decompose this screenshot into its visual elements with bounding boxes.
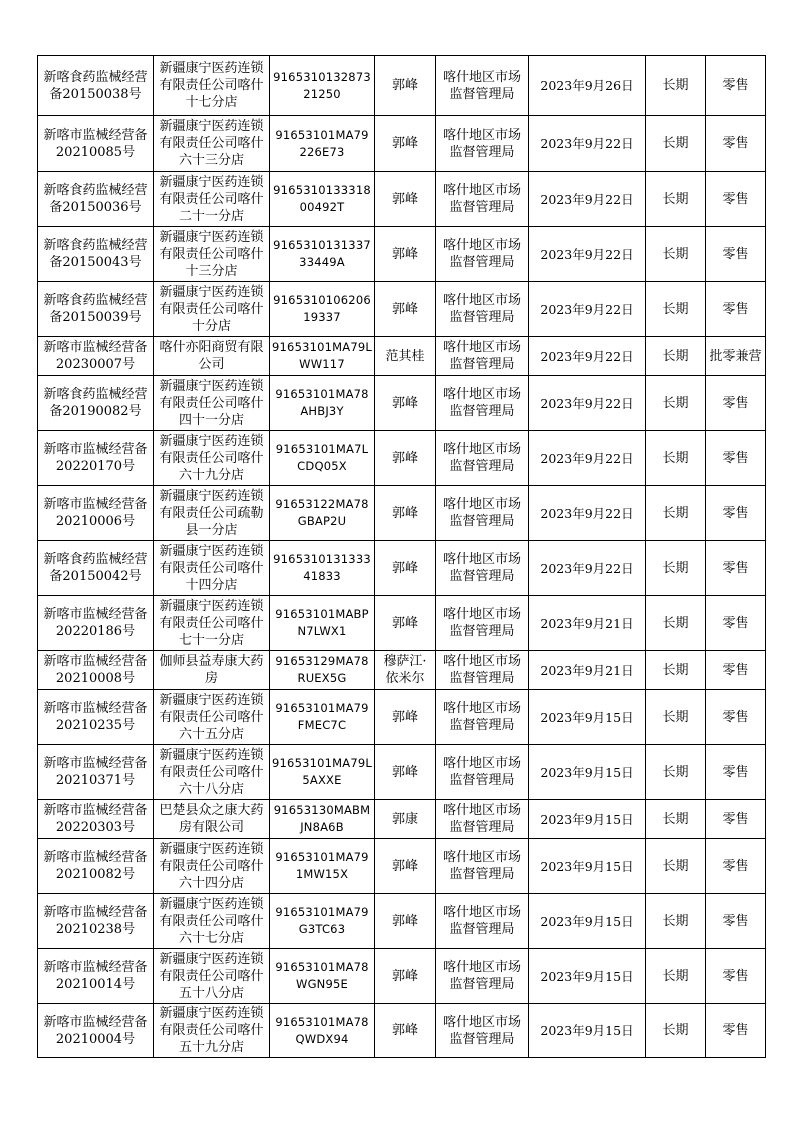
table-row: [38, 486, 766, 541]
company-name-cell: 新疆康宁医药连锁有限责任公司喀什四十一分店: [154, 376, 270, 431]
validity-cell: 长期: [646, 651, 706, 690]
record-number-cell: 新喀市监械经营备20210008号: [38, 651, 154, 690]
table-row: [38, 282, 766, 337]
date-cell: 2023年9月22日: [529, 337, 646, 376]
record-number-cell: 新喀市监械经营备20230007号: [38, 337, 154, 376]
company-name-cell: 新疆康宁医药连锁有限责任公司喀什五十八分店: [154, 949, 270, 1004]
record-number-cell: 新喀食药监械经营备20150039号: [38, 282, 154, 337]
credit-code-cell: 916531010620619337: [270, 282, 375, 337]
company-name-cell: 伽师县益寿康大药房: [154, 651, 270, 690]
record-number-cell: 新喀食药监械经营备20150042号: [38, 541, 154, 596]
company-name-cell: 新疆康宁医药连锁有限责任公司喀什六十五分店: [154, 690, 270, 745]
business-type-cell: 零售: [706, 745, 766, 800]
record-number-cell: 新喀食药监械经营备20190082号: [38, 376, 154, 431]
registration-table: [37, 55, 766, 1058]
date-cell: 2023年9月15日: [529, 839, 646, 894]
table-row: [38, 56, 766, 116]
credit-code-cell: 916531013331800492T: [270, 172, 375, 227]
company-name-cell: 新疆康宁医药连锁有限责任公司喀什十七分店: [154, 56, 270, 116]
business-type-cell: 零售: [706, 894, 766, 949]
validity-cell: 长期: [646, 894, 706, 949]
legal-rep-cell: 郭峰: [375, 376, 436, 431]
business-type-cell: 零售: [706, 651, 766, 690]
table-row: [38, 949, 766, 1004]
company-name-cell: 新疆康宁医药连锁有限责任公司喀什七十一分店: [154, 596, 270, 651]
authority-cell: 喀什地区市场监督管理局: [436, 116, 529, 172]
company-name-cell: 新疆康宁医药连锁有限责任公司喀什十四分店: [154, 541, 270, 596]
authority-cell: 喀什地区市场监督管理局: [436, 376, 529, 431]
validity-cell: 长期: [646, 56, 706, 116]
date-cell: 2023年9月22日: [529, 172, 646, 227]
date-cell: 2023年9月15日: [529, 800, 646, 839]
business-type-cell: 零售: [706, 690, 766, 745]
legal-rep-cell: 郭峰: [375, 894, 436, 949]
company-name-cell: 新疆康宁医药连锁有限责任公司喀什五十九分店: [154, 1004, 270, 1058]
company-name-cell: 新疆康宁医药连锁有限责任公司喀什十三分店: [154, 227, 270, 282]
record-number-cell: 新喀市监械经营备20210082号: [38, 839, 154, 894]
company-name-cell: 新疆康宁医药连锁有限责任公司疏勒县一分店: [154, 486, 270, 541]
authority-cell: 喀什地区市场监督管理局: [436, 1004, 529, 1058]
legal-rep-cell: 郭峰: [375, 839, 436, 894]
legal-rep-cell: 穆萨江·依米尔: [375, 651, 436, 690]
validity-cell: 长期: [646, 541, 706, 596]
credit-code-cell: 91653129MA78RUEX5G: [270, 651, 375, 690]
validity-cell: 长期: [646, 596, 706, 651]
date-cell: 2023年9月26日: [529, 56, 646, 116]
validity-cell: 长期: [646, 172, 706, 227]
date-cell: 2023年9月21日: [529, 651, 646, 690]
validity-cell: 长期: [646, 1004, 706, 1058]
legal-rep-cell: 郭峰: [375, 172, 436, 227]
legal-rep-cell: 郭峰: [375, 227, 436, 282]
validity-cell: 长期: [646, 690, 706, 745]
company-name-cell: 新疆康宁医药连锁有限责任公司喀什二十一分店: [154, 172, 270, 227]
credit-code-cell: 916531013133733449A: [270, 227, 375, 282]
credit-code-cell: 91653101MA791MW15X: [270, 839, 375, 894]
authority-cell: 喀什地区市场监督管理局: [436, 839, 529, 894]
record-number-cell: 新喀市监械经营备20220170号: [38, 431, 154, 486]
business-type-cell: 零售: [706, 800, 766, 839]
record-number-cell: 新喀市监械经营备20220303号: [38, 800, 154, 839]
authority-cell: 喀什地区市场监督管理局: [436, 949, 529, 1004]
record-number-cell: 新喀食药监械经营备20150036号: [38, 172, 154, 227]
record-number-cell: 新喀市监械经营备20210235号: [38, 690, 154, 745]
business-type-cell: 零售: [706, 1004, 766, 1058]
authority-cell: 喀什地区市场监督管理局: [436, 227, 529, 282]
business-type-cell: 零售: [706, 949, 766, 1004]
credit-code-cell: 916531013133341833: [270, 541, 375, 596]
legal-rep-cell: 郭峰: [375, 690, 436, 745]
record-number-cell: 新喀市监械经营备20210014号: [38, 949, 154, 1004]
validity-cell: 长期: [646, 337, 706, 376]
company-name-cell: 新疆康宁医药连锁有限责任公司喀什六十七分店: [154, 894, 270, 949]
legal-rep-cell: 郭峰: [375, 745, 436, 800]
credit-code-cell: 91653101MA78QWDX94: [270, 1004, 375, 1058]
legal-rep-cell: 郭峰: [375, 116, 436, 172]
date-cell: 2023年9月22日: [529, 282, 646, 337]
validity-cell: 长期: [646, 800, 706, 839]
date-cell: 2023年9月15日: [529, 690, 646, 745]
table-row: [38, 172, 766, 227]
authority-cell: 喀什地区市场监督管理局: [436, 651, 529, 690]
company-name-cell: 巴楚县众之康大药房有限公司: [154, 800, 270, 839]
table-row: [38, 745, 766, 800]
business-type-cell: 零售: [706, 172, 766, 227]
date-cell: 2023年9月22日: [529, 486, 646, 541]
validity-cell: 长期: [646, 839, 706, 894]
date-cell: 2023年9月22日: [529, 541, 646, 596]
company-name-cell: 新疆康宁医药连锁有限责任公司喀什六十四分店: [154, 839, 270, 894]
legal-rep-cell: 郭峰: [375, 1004, 436, 1058]
legal-rep-cell: 郭峰: [375, 431, 436, 486]
company-name-cell: 新疆康宁医药连锁有限责任公司喀什六十三分店: [154, 116, 270, 172]
credit-code-cell: 91653101MA7LCDQ05X: [270, 431, 375, 486]
validity-cell: 长期: [646, 116, 706, 172]
business-type-cell: 零售: [706, 376, 766, 431]
record-number-cell: 新喀市监械经营备20210371号: [38, 745, 154, 800]
business-type-cell: 零售: [706, 227, 766, 282]
business-type-cell: 零售: [706, 541, 766, 596]
credit-code-cell: 91653101MA79FMEC7C: [270, 690, 375, 745]
table-row: [38, 894, 766, 949]
date-cell: 2023年9月22日: [529, 227, 646, 282]
table-row: [38, 337, 766, 376]
validity-cell: 长期: [646, 745, 706, 800]
authority-cell: 喀什地区市场监督管理局: [436, 431, 529, 486]
validity-cell: 长期: [646, 949, 706, 1004]
credit-code-cell: 916531013287321250: [270, 56, 375, 116]
authority-cell: 喀什地区市场监督管理局: [436, 596, 529, 651]
validity-cell: 长期: [646, 227, 706, 282]
table-row: [38, 431, 766, 486]
authority-cell: 喀什地区市场监督管理局: [436, 172, 529, 227]
authority-cell: 喀什地区市场监督管理局: [436, 541, 529, 596]
validity-cell: 长期: [646, 282, 706, 337]
date-cell: 2023年9月15日: [529, 1004, 646, 1058]
business-type-cell: 零售: [706, 282, 766, 337]
company-name-cell: 喀什亦阳商贸有限公司: [154, 337, 270, 376]
record-number-cell: 新喀市监械经营备20210004号: [38, 1004, 154, 1058]
record-number-cell: 新喀市监械经营备20210085号: [38, 116, 154, 172]
date-cell: 2023年9月22日: [529, 116, 646, 172]
authority-cell: 喀什地区市场监督管理局: [436, 282, 529, 337]
authority-cell: 喀什地区市场监督管理局: [436, 894, 529, 949]
table-row: [38, 690, 766, 745]
validity-cell: 长期: [646, 376, 706, 431]
table-row: [38, 227, 766, 282]
record-number-cell: 新喀食药监械经营备20150043号: [38, 227, 154, 282]
record-number-cell: 新喀市监械经营备20210006号: [38, 486, 154, 541]
company-name-cell: 新疆康宁医药连锁有限责任公司喀什六十八分店: [154, 745, 270, 800]
record-number-cell: 新喀食药监械经营备20150038号: [38, 56, 154, 116]
date-cell: 2023年9月22日: [529, 376, 646, 431]
legal-rep-cell: 郭峰: [375, 949, 436, 1004]
record-number-cell: 新喀市监械经营备20220186号: [38, 596, 154, 651]
legal-rep-cell: 郭峰: [375, 486, 436, 541]
credit-code-cell: 91653101MA79226E73: [270, 116, 375, 172]
credit-code-cell: 91653101MA78WGN95E: [270, 949, 375, 1004]
business-type-cell: 批零兼营: [706, 337, 766, 376]
legal-rep-cell: 范其桂: [375, 337, 436, 376]
legal-rep-cell: 郭峰: [375, 282, 436, 337]
credit-code-cell: 91653101MA79LWW117: [270, 337, 375, 376]
business-type-cell: 零售: [706, 116, 766, 172]
date-cell: 2023年9月15日: [529, 894, 646, 949]
legal-rep-cell: 郭峰: [375, 596, 436, 651]
legal-rep-cell: 郭峰: [375, 541, 436, 596]
table-row: [38, 116, 766, 172]
credit-code-cell: 91653122MA78GBAP2U: [270, 486, 375, 541]
business-type-cell: 零售: [706, 56, 766, 116]
validity-cell: 长期: [646, 486, 706, 541]
authority-cell: 喀什地区市场监督管理局: [436, 56, 529, 116]
authority-cell: 喀什地区市场监督管理局: [436, 486, 529, 541]
credit-code-cell: 91653101MABPN7LWX1: [270, 596, 375, 651]
table-row: [38, 541, 766, 596]
date-cell: 2023年9月15日: [529, 949, 646, 1004]
authority-cell: 喀什地区市场监督管理局: [436, 800, 529, 839]
legal-rep-cell: 郭康: [375, 800, 436, 839]
business-type-cell: 零售: [706, 486, 766, 541]
credit-code-cell: 91653101MA79G3TC63: [270, 894, 375, 949]
authority-cell: 喀什地区市场监督管理局: [436, 337, 529, 376]
authority-cell: 喀什地区市场监督管理局: [436, 745, 529, 800]
business-type-cell: 零售: [706, 839, 766, 894]
table-row: [38, 651, 766, 690]
table-row: [38, 1004, 766, 1058]
table-row: [38, 376, 766, 431]
validity-cell: 长期: [646, 431, 706, 486]
credit-code-cell: 91653130MABMJN8A6B: [270, 800, 375, 839]
legal-rep-cell: 郭峰: [375, 56, 436, 116]
business-type-cell: 零售: [706, 431, 766, 486]
company-name-cell: 新疆康宁医药连锁有限责任公司喀什十分店: [154, 282, 270, 337]
credit-code-cell: 91653101MA79L5AXXE: [270, 745, 375, 800]
table-row: [38, 839, 766, 894]
credit-code-cell: 91653101MA78AHBJ3Y: [270, 376, 375, 431]
company-name-cell: 新疆康宁医药连锁有限责任公司喀什六十九分店: [154, 431, 270, 486]
table-row: [38, 800, 766, 839]
date-cell: 2023年9月22日: [529, 431, 646, 486]
record-number-cell: 新喀市监械经营备20210238号: [38, 894, 154, 949]
date-cell: 2023年9月21日: [529, 596, 646, 651]
date-cell: 2023年9月15日: [529, 745, 646, 800]
table-row: [38, 596, 766, 651]
business-type-cell: 零售: [706, 596, 766, 651]
authority-cell: 喀什地区市场监督管理局: [436, 690, 529, 745]
